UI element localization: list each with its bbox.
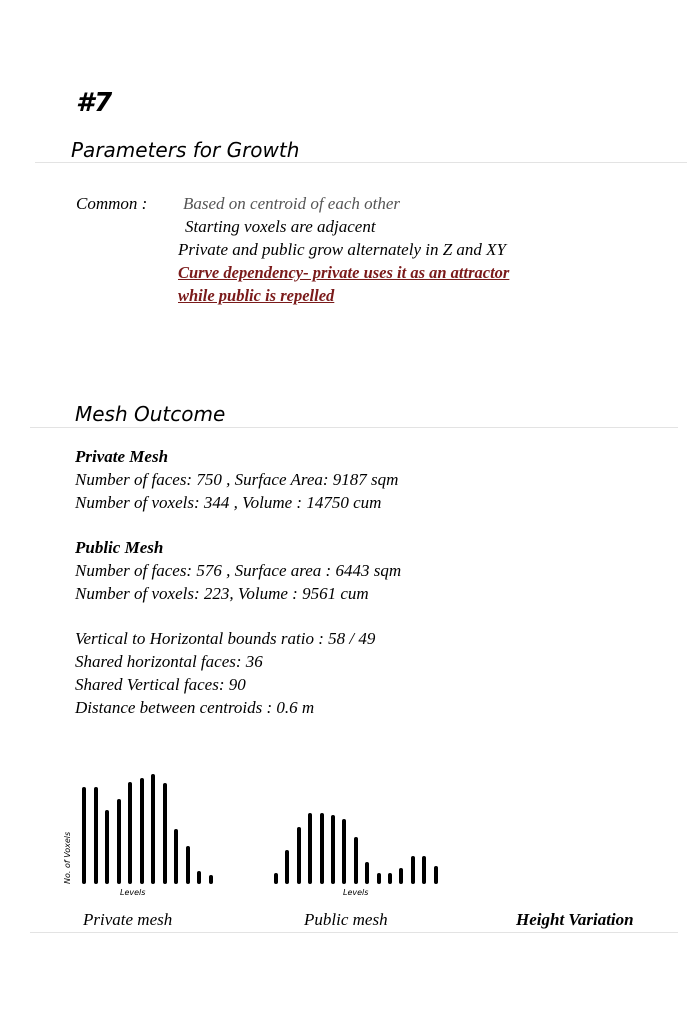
chart-bar	[105, 810, 109, 884]
page-number: #7	[76, 88, 113, 118]
public-mesh-line: Number of faces: 576 , Surface area : 6443 sqm	[75, 561, 402, 580]
height-variation-label: Height Variation	[516, 910, 634, 929]
public-mesh-line: Number of voxels: 223, Volume : 9561 cum	[75, 584, 369, 603]
chart-bar	[140, 778, 144, 884]
chart-bar	[186, 846, 190, 884]
stat-line: Vertical to Horizontal bounds ratio : 58 / 49	[75, 629, 376, 648]
chart-bar	[320, 813, 324, 884]
chart-bar	[411, 856, 415, 884]
footer-divider	[30, 932, 678, 933]
private-mesh-heading: Private Mesh	[75, 447, 169, 466]
section-title-mesh-outcome: Mesh Outcome	[75, 402, 226, 426]
chart-bar	[422, 856, 426, 884]
common-label: Common :	[76, 194, 148, 213]
chart-bar	[331, 815, 335, 884]
chart-bar	[163, 783, 167, 884]
chart-bar	[377, 873, 381, 884]
public-mesh-heading: Public Mesh	[75, 538, 164, 557]
chart-bar	[117, 799, 121, 884]
stat-line: Shared Vertical faces: 90	[75, 675, 246, 694]
chart-bar	[308, 813, 312, 884]
chart-bar	[388, 873, 392, 884]
y-axis-label: No. of Voxels	[63, 831, 72, 884]
chart-bar	[274, 873, 278, 884]
chart-bar	[94, 787, 98, 884]
x-axis-label: Levels	[120, 888, 146, 897]
section-divider	[30, 427, 678, 428]
highlight-line: Curve dependency- private uses it as an attractor	[178, 263, 510, 282]
private-mesh-caption: Private mesh	[83, 910, 173, 929]
stat-line: Shared horizontal faces: 36	[75, 652, 263, 671]
chart-bar	[354, 837, 358, 884]
chart-bar	[174, 829, 178, 884]
chart-bar	[365, 862, 369, 884]
x-axis-label: Levels	[343, 888, 369, 897]
chart-bar	[209, 875, 213, 884]
section-divider	[35, 162, 687, 163]
private-mesh-line: Number of voxels: 344 , Volume : 14750 cum	[75, 493, 382, 512]
param-line: Starting voxels are adjacent	[185, 217, 376, 236]
highlight-line: while public is repelled	[178, 286, 335, 305]
chart-bar	[285, 850, 289, 884]
public-mesh-chart	[274, 770, 449, 884]
chart-bar	[128, 782, 132, 884]
chart-bar	[82, 787, 86, 884]
chart-bar	[197, 871, 201, 884]
param-line: Based on centroid of each other	[183, 194, 401, 213]
chart-bar	[297, 827, 301, 884]
private-mesh-line: Number of faces: 750 , Surface Area: 9187 sqm	[75, 470, 399, 489]
param-line: Private and public grow alternately in Z and XY	[178, 240, 507, 259]
private-mesh-chart	[82, 770, 222, 884]
chart-bar	[151, 774, 155, 884]
chart-bar	[342, 819, 346, 884]
public-mesh-caption: Public mesh	[304, 910, 388, 929]
section-title-parameters: Parameters for Growth	[71, 138, 300, 162]
chart-bar	[399, 868, 403, 884]
stat-line: Distance between centroids : 0.6 m	[75, 698, 315, 717]
chart-bar	[434, 866, 438, 884]
